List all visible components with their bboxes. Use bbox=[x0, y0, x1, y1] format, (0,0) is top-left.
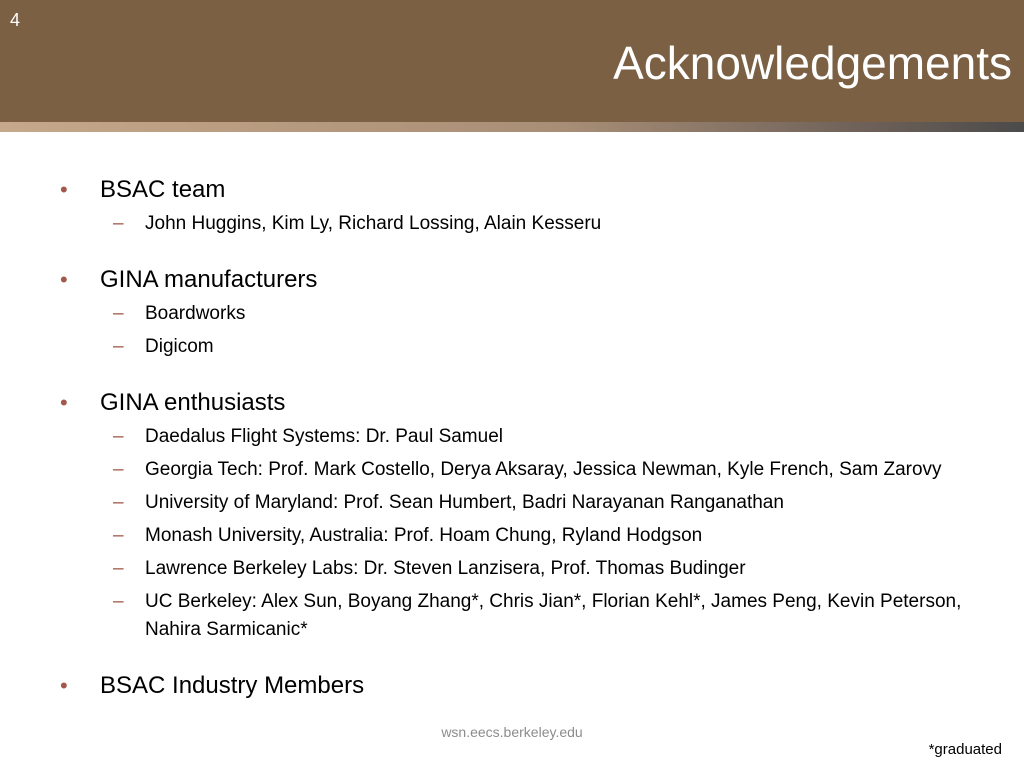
section-heading: BSAC Industry Members bbox=[100, 672, 365, 699]
list-item-text: Boardworks bbox=[145, 303, 246, 324]
dash-icon: – bbox=[113, 558, 124, 579]
section-heading: GINA manufacturers bbox=[100, 266, 318, 293]
section-heading: GINA enthusiasts bbox=[100, 389, 286, 416]
section-gina-enthusiasts bbox=[60, 387, 1010, 644]
slide-number: 4 bbox=[10, 10, 21, 30]
bullet-list bbox=[60, 174, 1010, 702]
list-item bbox=[60, 456, 1010, 484]
dash-icon: – bbox=[113, 336, 124, 357]
title-bar bbox=[0, 0, 1024, 122]
list-item bbox=[60, 489, 1010, 517]
slide-title: Acknowledgements bbox=[613, 37, 1012, 89]
bullet-icon: • bbox=[60, 177, 68, 202]
list-item-text: Daedalus Flight Systems: Dr. Paul Samuel bbox=[145, 426, 503, 447]
list-item bbox=[60, 522, 1010, 550]
list-item-text: John Huggins, Kim Ly, Richard Lossing, Alain Kesseru bbox=[145, 213, 602, 234]
list-item bbox=[60, 333, 1010, 361]
dash-icon: – bbox=[113, 426, 124, 447]
dash-icon: – bbox=[113, 459, 124, 480]
list-item-text: Monash University, Australia: Prof. Hoam Chung, Ryland Hodgson bbox=[145, 525, 703, 546]
list-item-text: Georgia Tech: Prof. Mark Costello, Derya Aksaray, Jessica Newman, Kyle French, Sam Zarovy bbox=[145, 459, 942, 480]
list-item-text: Lawrence Berkeley Labs: Dr. Steven Lanzisera, Prof. Thomas Budinger bbox=[145, 558, 746, 579]
list-item-text: University of Maryland: Prof. Sean Humbert, Badri Narayanan Ranganathan bbox=[145, 492, 784, 513]
dash-icon: – bbox=[113, 303, 124, 324]
section-bsac-industry-members bbox=[60, 670, 1010, 702]
section-gina-manufacturers bbox=[60, 264, 1010, 361]
dash-icon: – bbox=[113, 591, 124, 612]
footnote: *graduated bbox=[928, 741, 1002, 758]
list-item-text: UC Berkeley: Alex Sun, Boyang Zhang*, Chris Jian*, Florian Kehl*, James Peng, Kevin Peterson, Nahira Sarmicanic* bbox=[145, 591, 962, 640]
bullet-icon: • bbox=[60, 390, 68, 415]
section-heading: BSAC team bbox=[100, 176, 226, 203]
gradient-band bbox=[0, 122, 1024, 132]
footer-url: wsn.eecs.berkeley.edu bbox=[441, 724, 583, 740]
dash-icon: – bbox=[113, 492, 124, 513]
list-item bbox=[60, 555, 1010, 583]
list-item bbox=[60, 423, 1010, 451]
dash-icon: – bbox=[113, 213, 124, 234]
bullet-icon: • bbox=[60, 673, 68, 698]
list-item-text: Digicom bbox=[145, 336, 214, 357]
list-item bbox=[60, 210, 1010, 238]
list-item bbox=[60, 300, 1010, 328]
section-bsac-team bbox=[60, 174, 1010, 238]
list-item bbox=[60, 588, 1010, 644]
bullet-icon: • bbox=[60, 267, 68, 292]
dash-icon: – bbox=[113, 525, 124, 546]
